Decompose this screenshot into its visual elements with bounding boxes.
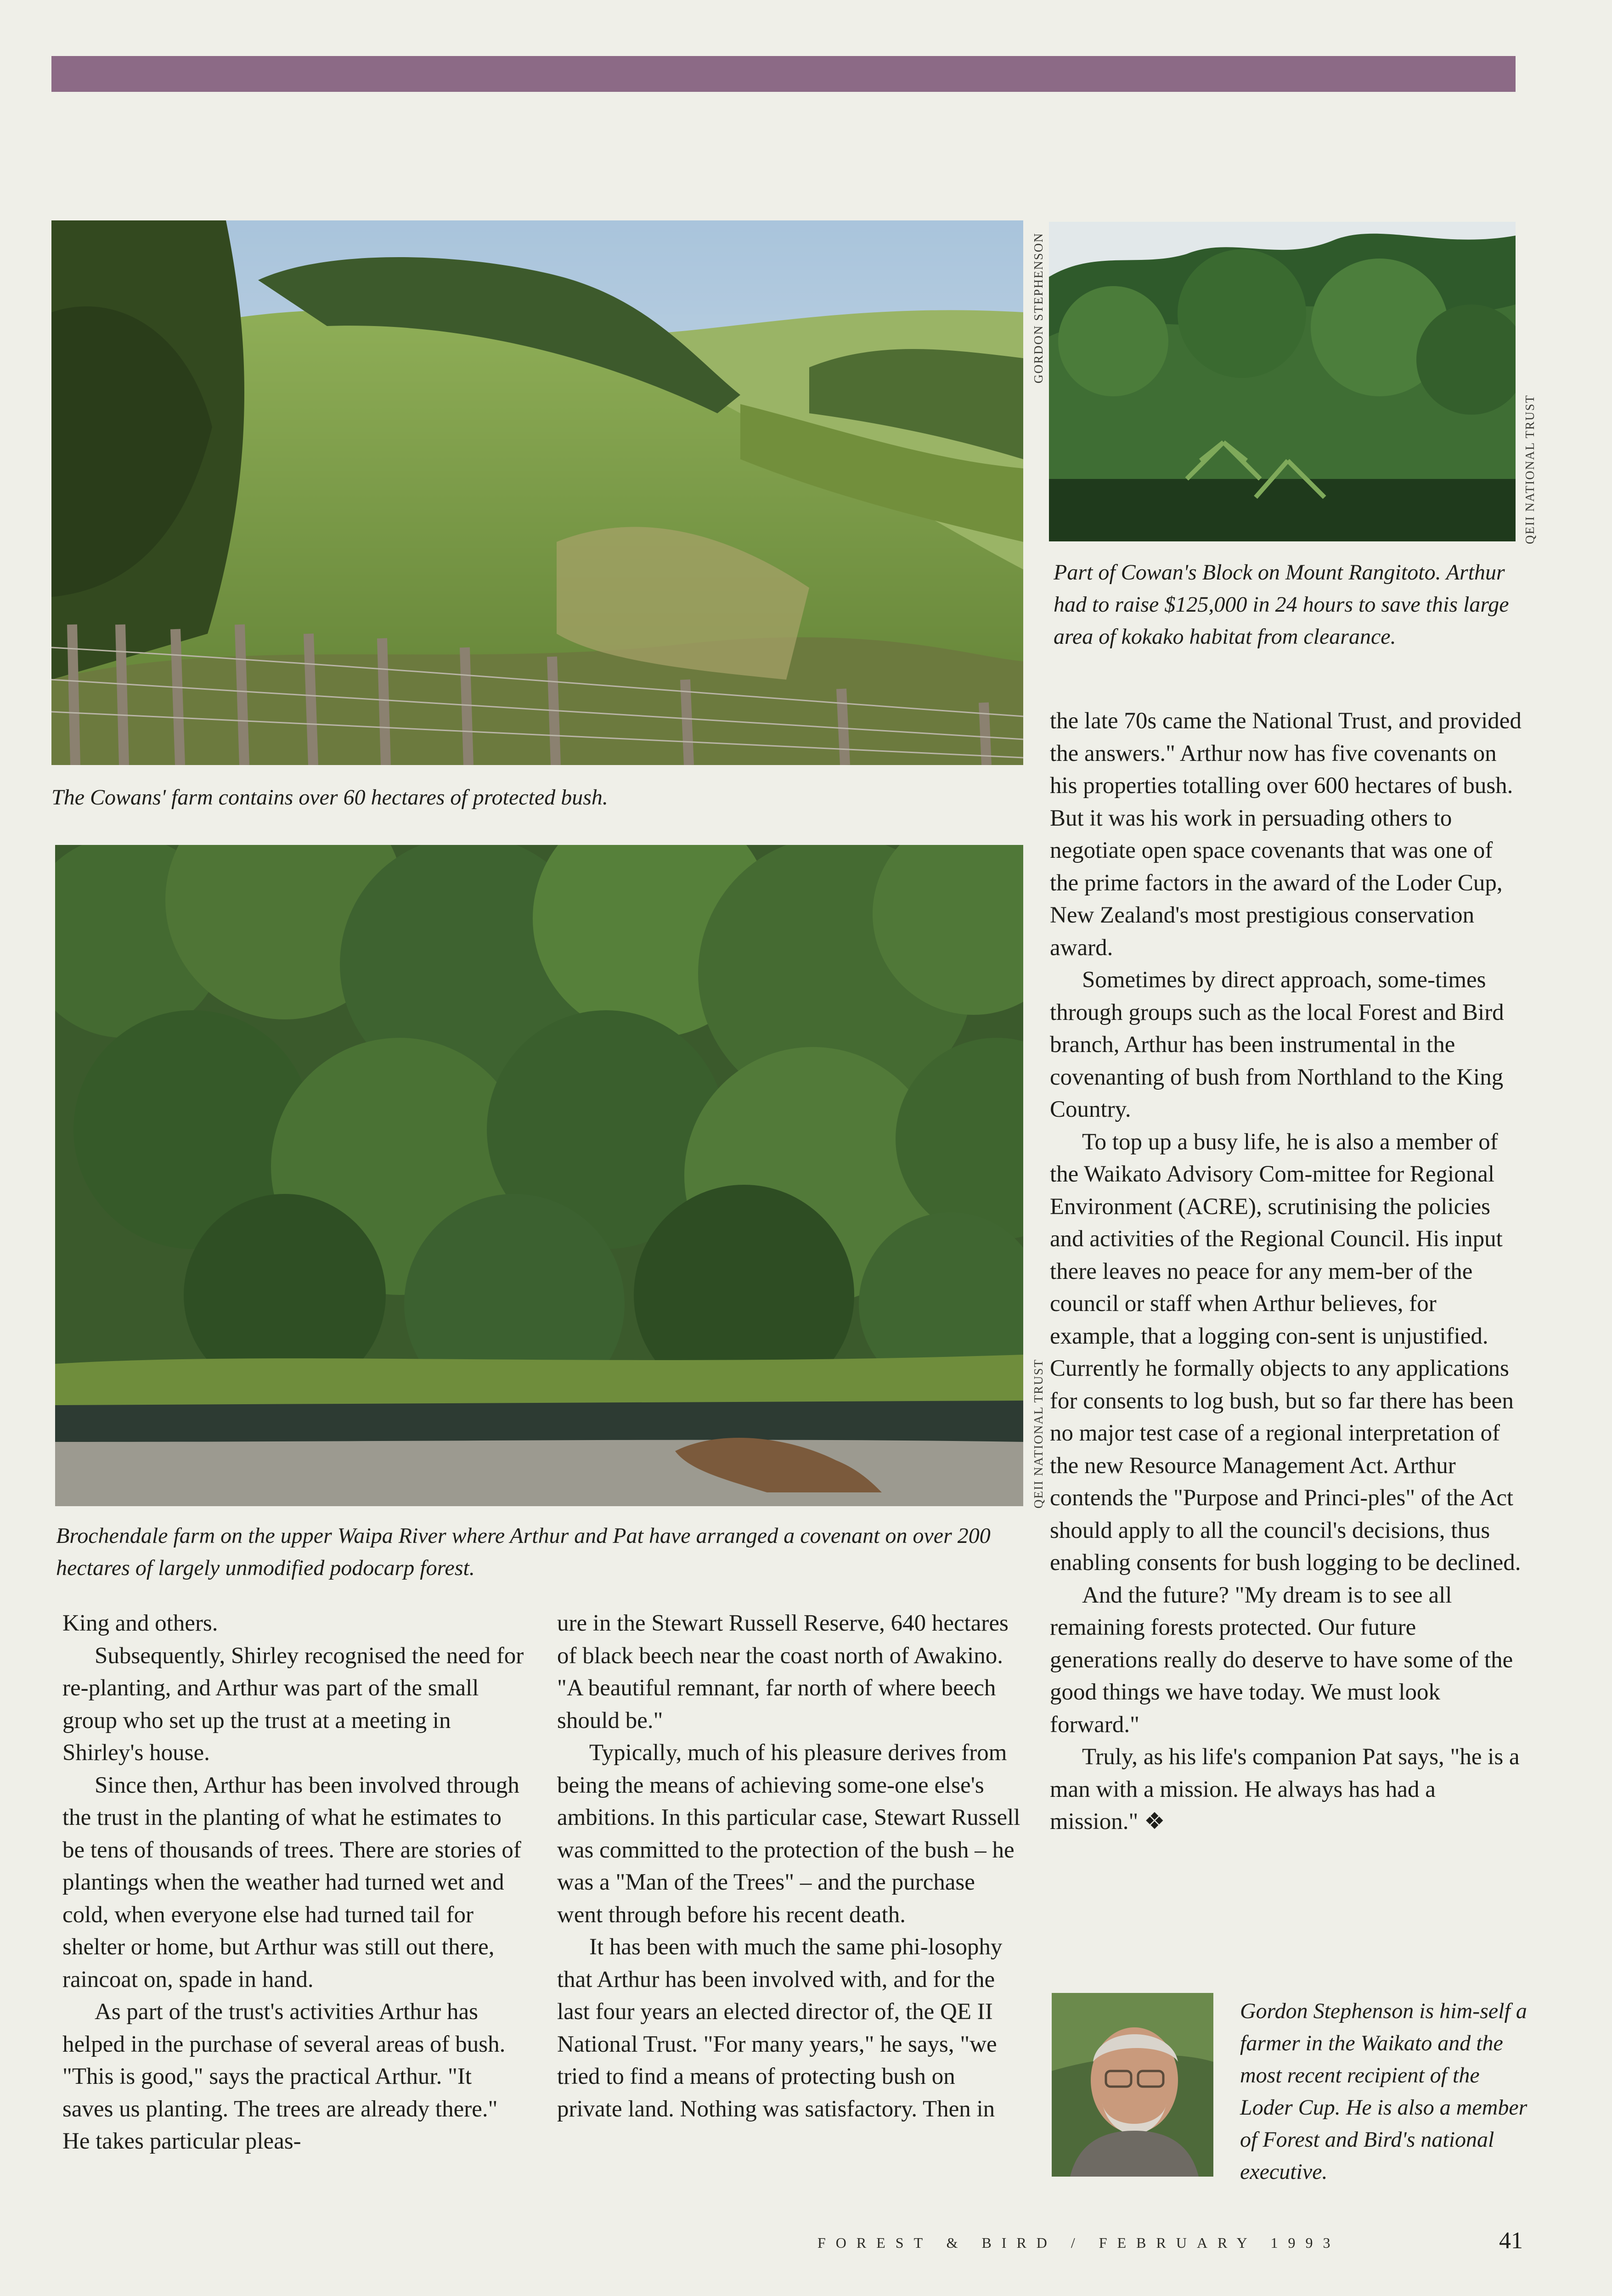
river-photo-caption: Brochendale farm on the upper Waipa River where Arthur and Pat have arranged a covenant on over 200 hectares of largely unmodified podocarp forest. <box>56 1524 991 1580</box>
photo-credit-qeii-river: QEII NATIONAL TRUST <box>1031 1359 1045 1508</box>
author-portrait-photo <box>1052 1993 1213 2177</box>
page-number: 41 <box>1499 2228 1523 2254</box>
column-right <box>1050 705 1523 1838</box>
photo-credit-qeii-top: QEII NATIONAL TRUST <box>1523 394 1537 544</box>
paragraph: Typically, much of his pleasure derives from being the means of achieving some-one else's ambitions. In this particular case, Stewart Russell was committed to the protection of the bush – he was a "Man of the Trees" – and the purchase went through before his recent death. <box>557 1740 1020 1928</box>
column-left <box>62 1607 524 2158</box>
paragraph: the late 70s came the National Trust, and provided the answers." Arthur now has five covenants on his properties totalling over 600 hectares of bush. But it was his work in persuading others to negotiate open space covenants that was one of the prime factors in the award of the Loder Cup, New Zealand's most prestigious conservation award. <box>1050 708 1522 961</box>
photo-credit-gordon: GORDON STEPHENSON <box>1031 232 1045 383</box>
paragraph: Since then, Arthur has been involved through the trust in the planting of what he estimates to be tens of thousands of trees. There are stories of plantings when the weather had turned wet and cold, when everyone else had turned tail for shelter or home, but Arthur was still out there, raincoat on, spade in hand. <box>62 1772 521 1992</box>
waipa-river-forest-photo <box>55 845 1023 1506</box>
rangitoto-forest-photo <box>1049 222 1516 541</box>
paragraph: As part of the trust's activities Arthur has helped in the purchase of several areas of bush. "This is good," says the practical Arthur. "It saves us planting. The trees are already there." He takes particular pleas- <box>62 1999 506 2154</box>
paragraph: And the future? "My dream is to see all remaining forests protected. Our future generations really do deserve to have some of the good things we have today. We must look forward." <box>1050 1582 1513 1738</box>
farm-photo-caption: The Cowans' farm contains over 60 hectares of protected bush. <box>51 785 608 810</box>
rangitoto-photo-caption: Part of Cowan's Block on Mount Rangitoto. Arthur had to raise $125,000 in 24 hours to save this large area of kokako habitat from clearance. <box>1054 560 1509 649</box>
paragraph: To top up a busy life, he is also a member of the Waikato Advisory Com-mittee for Regional Environment (ACRE), scrutinising the policies and activities of the Regional Council. His input there leaves no peace for any mem-ber of the council or staff when Arthur believes, for example, that a logging con-sent is unjustified. Currently he formally objects to any applications for consents to log bush, but so far there has been no major test case of a regional interpretation of the new Resource Management Act. Arthur contends the "Purpose and Princi-ples" of the Act should apply to all the council's decisions, thus enabling consents for bush logging to be declined. <box>1050 1129 1521 1576</box>
author-bio: Gordon Stephenson is him-self a farmer in the Waikato and the most recent recipient of the Loder Cup. He is also a member of Forest and Bird's national executive. <box>1240 1999 1527 2184</box>
column-middle <box>557 1607 1026 2125</box>
paragraph: Subsequently, Shirley recognised the need for re-planting, and Arthur was part of the small group who set up the trust at a meeting in Shirley's house. <box>62 1643 524 1766</box>
paragraph: ure in the Stewart Russell Reserve, 640 hectares of black beech near the coast north of Awakino. "A beautiful remnant, far north of where beech should be." <box>557 1610 1009 1733</box>
paragraph: King and others. <box>62 1610 218 1636</box>
publication-footer: FOREST & BIRD / FEBRUARY 1993 <box>817 2234 1341 2251</box>
farm-hillside-photo <box>51 220 1023 765</box>
paragraph: Truly, as his life's companion Pat says, "he is a man with a mission. He always has had a mission." ❖ <box>1050 1744 1520 1835</box>
section-color-bar <box>51 56 1516 92</box>
paragraph: It has been with much the same phi-losophy that Arthur has been involved with, and for the last four years an elected director of, the QE II National Trust. "For many years," he says, "we tried to find a means of protecting bush on private land. Nothing was satisfactory. Then in <box>557 1934 1003 2122</box>
paragraph: Sometimes by direct approach, some-times through groups such as the local Forest and Bird branch, Arthur has been instrumental in the covenanting of bush from Northland to the King Country. <box>1050 967 1504 1122</box>
